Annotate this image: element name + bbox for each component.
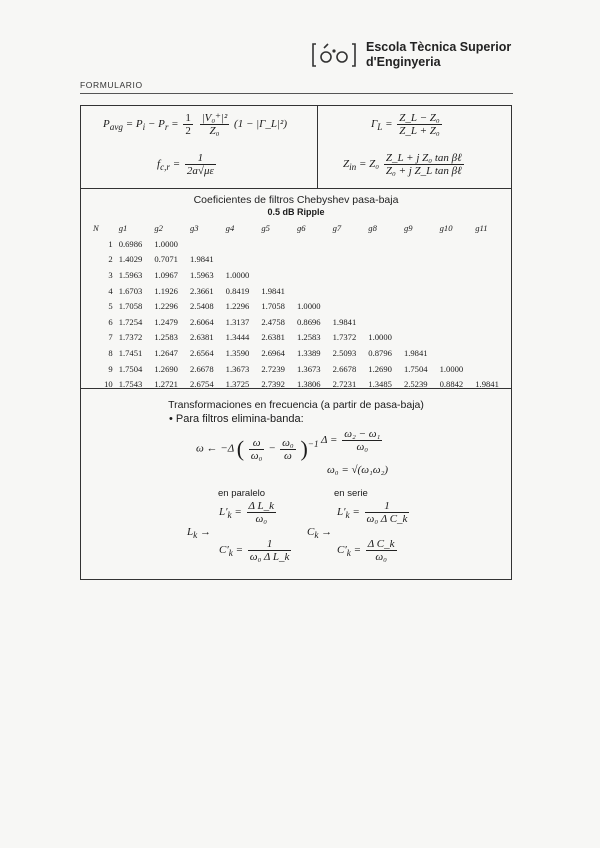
- table-cell: [368, 283, 404, 299]
- table-cell: [226, 252, 262, 268]
- formula-ser-l: $L'_k$ = $\frac{1}{\text{ω₀ Δ C\_k}}$: [337, 500, 408, 525]
- row-order: 1: [108, 238, 113, 249]
- table-cell: 1.9841: [475, 379, 499, 390]
- table-cell: 1.0000: [439, 363, 464, 374]
- table-cell: 2.5239: [403, 379, 428, 390]
- table-cell: 2.6678: [332, 363, 357, 374]
- table-cell: 1.7372: [118, 332, 143, 343]
- table-cell: [261, 252, 297, 268]
- table-cell: 1.2690: [154, 363, 178, 374]
- table-cell: 2.6064: [190, 316, 214, 327]
- zin-sub: in: [349, 162, 357, 173]
- table-cell: 1.7372: [332, 332, 357, 343]
- table-cell: [440, 283, 476, 299]
- school-logo: [312, 40, 511, 70]
- table-cell: 1.7451: [118, 347, 143, 358]
- col-header-g9: g9: [403, 222, 413, 233]
- table-cell: [404, 330, 440, 346]
- table-cell: [368, 298, 404, 314]
- table-cell: [190, 236, 226, 252]
- table-cell: [475, 361, 511, 377]
- col-header-g6: g6: [296, 222, 306, 233]
- formula-cutoff: [157, 152, 218, 177]
- table-cell: 1.7254: [118, 316, 143, 327]
- row-order: 5: [108, 301, 113, 312]
- formula-gamma: [371, 112, 444, 137]
- table-cell: [440, 330, 476, 346]
- school-name-line1: Escola Tècnica Superior: [366, 40, 512, 54]
- chebyshev-table: [93, 219, 511, 392]
- formula-panel: [80, 105, 512, 580]
- table-cell: 0.7071: [154, 254, 178, 265]
- row-order: 10: [104, 379, 113, 390]
- row-order: 8: [108, 347, 113, 358]
- table-cell: [404, 267, 440, 283]
- table-cell: [368, 314, 404, 330]
- col-header-n: N: [93, 222, 99, 233]
- school-name-line2: d'Enginyeria: [366, 55, 441, 69]
- table-cell: 0.8419: [225, 285, 250, 296]
- table-cell: 1.0000: [154, 238, 178, 249]
- header-divider: [80, 93, 513, 94]
- table-cell: [475, 267, 511, 283]
- table-row: [93, 376, 511, 392]
- table-cell: [440, 267, 476, 283]
- table-cell: 1.2296: [154, 301, 178, 312]
- table-cell: [440, 314, 476, 330]
- table-row: [93, 361, 511, 377]
- table-cell: [297, 252, 333, 268]
- table-row: [93, 330, 511, 346]
- table-cell: 1.2690: [368, 363, 392, 374]
- table-cell: 2.5093: [332, 347, 357, 358]
- table-cell: 1.3806: [296, 379, 321, 390]
- table-cell: 0.8796: [368, 347, 392, 358]
- table-cell: [261, 236, 297, 252]
- table-cell: [440, 252, 476, 268]
- pavg-i: i: [142, 122, 146, 133]
- table-cell: 2.5408: [190, 301, 214, 312]
- table-cell: [333, 252, 369, 268]
- pavg-r: r: [164, 122, 169, 133]
- table-cell: 1.2296: [225, 301, 250, 312]
- table-cell: 1.0967: [154, 269, 178, 280]
- col-header-g7: g7: [332, 222, 342, 233]
- formula-pavg: [103, 112, 287, 137]
- table-header-row: [93, 219, 511, 236]
- table-cell: [226, 236, 262, 252]
- table-cell: 1.1926: [154, 285, 178, 296]
- table-cell: 2.4758: [261, 316, 285, 327]
- col-header-g3: g3: [190, 222, 199, 233]
- pavg-half: $\frac{1}{2}$: [185, 112, 191, 137]
- formula-par-c: $C'_k$ = $\frac{1}{\text{ω₀ Δ L\_k}}$: [219, 538, 290, 563]
- table-cell: 1.2647: [154, 347, 178, 358]
- col-header-g10: g10: [439, 222, 453, 233]
- formula-zin: [343, 152, 466, 177]
- chebyshev-subtitle: 0.5 dB Ripple: [267, 207, 325, 217]
- table-cell: 1.7058: [261, 301, 285, 312]
- table-cell: 2.7392: [261, 379, 285, 390]
- row-order: 2: [108, 254, 113, 265]
- school-logo-mark-icon: [312, 42, 356, 68]
- table-cell: 1.5963: [190, 269, 214, 280]
- formula-column-divider: [317, 106, 318, 188]
- table-cell: [475, 314, 511, 330]
- table-cell: [404, 298, 440, 314]
- table-cell: [440, 345, 476, 361]
- table-cell: 1.0000: [225, 269, 250, 280]
- row-order: 4: [108, 285, 113, 296]
- gamma-eq: =: [382, 118, 396, 131]
- zin-frac: $\frac{\text{Z\_L + j Z₀ tan βℓ}}{\text{Z₀ + j Z\_L tan βℓ}}$: [385, 152, 462, 177]
- table-cell: 0.8842: [439, 379, 464, 390]
- gamma-lhs: Γ: [371, 118, 378, 131]
- table-cell: 2.7231: [332, 379, 357, 390]
- table-cell: 2.6678: [190, 363, 214, 374]
- table-cell: [297, 236, 333, 252]
- col-header-g5: g5: [261, 222, 270, 233]
- table-cell: 1.2479: [154, 316, 178, 327]
- table-cell: [333, 283, 369, 299]
- table-cell: [261, 267, 297, 283]
- table-cell: 1.2583: [296, 332, 321, 343]
- pavg-sub: avg: [109, 122, 123, 133]
- col-header-g8: g8: [368, 222, 377, 233]
- table-cell: 1.6703: [118, 285, 143, 296]
- formula-delta: [321, 428, 384, 453]
- table-cell: 1.7058: [118, 301, 143, 312]
- formula-par-l: $L'_k$ = $\frac{\text{Δ L\_k}}{\text{ω₀}}$: [219, 500, 275, 525]
- fc-frac: $\frac{1}{2a√\mu\varepsilon}$: [186, 152, 214, 177]
- table-cell: 1.3389: [296, 347, 321, 358]
- delta-lhs: Δ =: [321, 434, 341, 447]
- omega-lhs: ω ← −Δ: [196, 442, 234, 455]
- col-header-g11: g11: [475, 222, 488, 233]
- table-cell: [404, 236, 440, 252]
- pavg-eq: =: [168, 118, 182, 131]
- table-row: [93, 298, 511, 314]
- table-cell: 2.3661: [190, 285, 214, 296]
- formula-w0: ω₀ = √(ω₁ω₂): [327, 464, 389, 476]
- table-cell: [440, 298, 476, 314]
- table-cell: [475, 283, 511, 299]
- pavg-lhs: P: [103, 118, 110, 131]
- table-row: [93, 314, 511, 330]
- fc-sub: c,r: [160, 162, 170, 173]
- table-cell: 2.6381: [190, 332, 214, 343]
- table-cell: [333, 236, 369, 252]
- omega-power: −1: [307, 438, 319, 449]
- table-cell: 2.6754: [190, 379, 214, 390]
- table-cell: 1.7504: [118, 363, 143, 374]
- table-cell: 1.5963: [118, 269, 143, 280]
- transform-bullet: • Para filtros elimina-banda:: [169, 413, 304, 425]
- series-label: en serie: [334, 488, 368, 499]
- formula-section-divider: [81, 188, 511, 189]
- pavg-minus: − P: [145, 118, 165, 131]
- table-cell: 1.7543: [118, 379, 143, 390]
- pavg-tail: (1 − |Γ_L|²): [234, 118, 288, 131]
- table-cell: [333, 267, 369, 283]
- table-cell: [475, 252, 511, 268]
- table-cell: 1.3485: [368, 379, 392, 390]
- table-cell: 1.3444: [225, 332, 250, 343]
- table-cell: 2.6964: [261, 347, 285, 358]
- row-order: 3: [108, 269, 113, 280]
- table-cell: [297, 267, 333, 283]
- table-cell: 1.7504: [403, 363, 428, 374]
- omega-a: $\frac{\omega}{\text{ω₀}}$: [250, 436, 263, 462]
- fc-lhs: f: [157, 158, 161, 171]
- pavg-v: $\frac{\text{|V₀⁺|²}}{\text{Z₀}}$: [201, 112, 228, 137]
- table-cell: [475, 330, 511, 346]
- table-cell: 1.3137: [225, 316, 250, 327]
- table-cell: [475, 345, 511, 361]
- table-cell: [404, 314, 440, 330]
- table-cell: 2.7239: [261, 363, 285, 374]
- table-row: [93, 236, 511, 252]
- table-cell: 2.6564: [190, 347, 214, 358]
- delta-frac: $\frac{\text{ω₂ − ω₁}}{\text{ω₀}}$: [344, 428, 381, 453]
- table-cell: [368, 236, 404, 252]
- table-cell: [368, 252, 404, 268]
- row-order: 9: [108, 363, 113, 374]
- table-cell: [475, 236, 511, 252]
- lk-arrow: $L_k$ →: [187, 526, 211, 541]
- table-cell: 1.2583: [154, 332, 178, 343]
- table-cell: [404, 252, 440, 268]
- table-row: [93, 283, 511, 299]
- pavg-mid: = P: [122, 118, 143, 131]
- table-cell: [475, 298, 511, 314]
- table-cell: 1.9841: [190, 254, 214, 265]
- table-cell: [404, 283, 440, 299]
- table-cell: 1.9841: [261, 285, 285, 296]
- table-cell: [297, 283, 333, 299]
- table-cell: 1.0000: [296, 301, 321, 312]
- table-body: [93, 236, 511, 392]
- row-order: 7: [108, 332, 113, 343]
- table-cell: [440, 236, 476, 252]
- gamma-sub: L: [377, 122, 383, 133]
- gamma-frac: $\frac{\text{Z\_L − Z₀}}{\text{Z\_L + Z₀}}$: [399, 112, 440, 137]
- chebyshev-title: Coeficientes de filtros Chebyshev pasa-baja: [193, 194, 399, 206]
- table-cell: 1.2721: [154, 379, 178, 390]
- table-cell: 1.3725: [225, 379, 250, 390]
- table-cell: [368, 267, 404, 283]
- col-header-g4: g4: [225, 222, 235, 233]
- section-title: FORMULARIO: [80, 80, 143, 90]
- table-cell: 2.6381: [261, 332, 285, 343]
- school-name: [366, 40, 511, 70]
- transform-title: Transformaciones en frecuencia (a partir de pasa-baja): [168, 399, 424, 411]
- table-row: [93, 345, 511, 361]
- parallel-label: en paralelo: [218, 488, 266, 499]
- row-order: 6: [108, 316, 113, 327]
- table-cell: 1.3673: [296, 363, 321, 374]
- fc-eq: =: [169, 158, 183, 171]
- table-cell: 1.9841: [403, 347, 428, 358]
- table-row: [93, 267, 511, 283]
- formula-omega: ω ← −Δ ( $\frac{\omega}{\text{ω₀}}$ − $\frac{\text{ω₀}}{\omega}$ )$^{-1}$: [196, 436, 319, 462]
- ck-arrow: $C_k$ →: [307, 526, 333, 541]
- zin-eq: = Z₀: [356, 158, 380, 171]
- omega-b: $\frac{\text{ω₀}}{\omega}$: [282, 436, 294, 462]
- table-cell: 1.0000: [368, 332, 392, 343]
- col-header-g1: g1: [118, 222, 128, 233]
- table-cell: 1.3673: [225, 363, 250, 374]
- formula-ser-c: $C'_k$ = $\frac{\text{Δ C\_k}}{\text{ω₀}}$: [337, 538, 395, 563]
- table-cell: 1.4029: [118, 254, 143, 265]
- col-header-g2: g2: [154, 222, 163, 233]
- table-cell: [333, 298, 369, 314]
- table-cell: 0.6986: [118, 238, 143, 249]
- table-cell: 1.3590: [225, 347, 250, 358]
- table-cell: 0.8696: [296, 316, 321, 327]
- table-cell: 1.9841: [332, 316, 357, 327]
- table-row: [93, 252, 511, 268]
- zin-lhs: Z: [343, 158, 350, 171]
